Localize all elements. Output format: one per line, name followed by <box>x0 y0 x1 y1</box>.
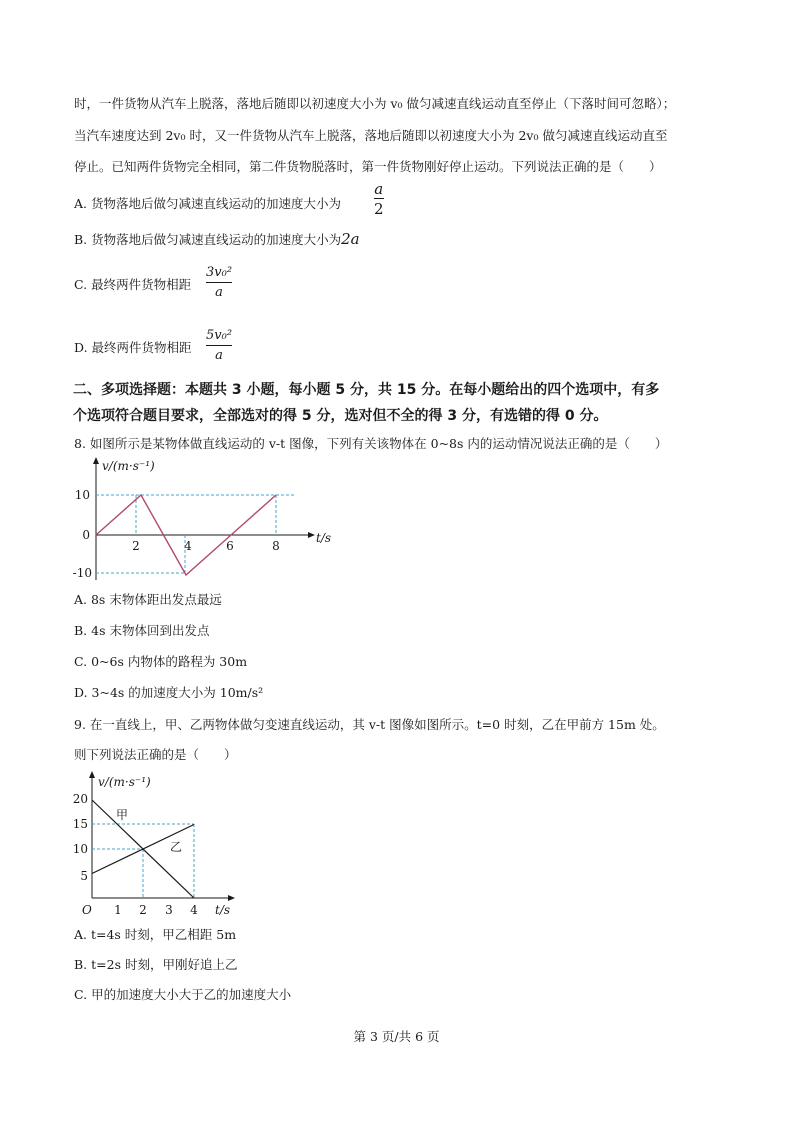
fraction-numerator: 3v₀² <box>206 265 233 280</box>
q8-xtick-4: 4 <box>184 539 192 553</box>
q8-guide-lines <box>96 495 296 573</box>
q8-xtick-2: 2 <box>132 539 140 553</box>
q8-ytick-10: 10 <box>74 488 90 502</box>
q7-option-d-fraction <box>206 328 232 364</box>
q8-option-d: D. 3~4s 的加速度大小为 10m/s² <box>74 685 264 700</box>
fraction-bar <box>374 198 384 199</box>
q8-y-axis-arrow <box>93 457 99 464</box>
q8-option-c: C. 0~6s 内物体的路程为 30m <box>74 654 248 669</box>
q9-xlabel: t/s <box>215 903 231 917</box>
q7-option-a-fraction <box>374 181 384 217</box>
q8-stem: 8. 如图所示是某物体做直线运动的 v-t 图像，下列有关该物体在 0~8s 内的运动情况说法正确的是（ ） <box>74 436 668 451</box>
q9-xtick-3: 3 <box>165 903 173 917</box>
q9-ytick-10: 10 <box>72 842 88 856</box>
q7-option-a: A. 货物落地后做匀减速直线运动的加速度大小为 <box>74 196 341 211</box>
q9-ytick-5: 5 <box>80 869 88 883</box>
q9-stem-line2: 则下列说法正确的是（ ） <box>74 747 237 762</box>
q8-xtick-8: 8 <box>272 539 280 553</box>
q9-option-c: C. 甲的加速度大小大于乙的加速度大小 <box>74 987 292 1002</box>
q9-ytick-20: 20 <box>72 792 88 806</box>
q8-ytick-neg10: -10 <box>72 566 92 580</box>
q9-xtick-2: 2 <box>139 903 147 917</box>
q7-option-b-value: 2a <box>341 230 360 248</box>
q7-stem-line1: 时，一件货物从汽车上脱落，落地后随即以初速度大小为 v₀ 做匀减速直线运动直至停止（下落时间可忽略）； <box>74 96 676 111</box>
q7-stem-line2: 当汽车速度达到 2v₀ 时，又一件货物从汽车上脱落，落地后随即以初速度大小为 2v₀ 做匀减速直线运动直至 <box>74 128 668 143</box>
q9-xtick-4: 4 <box>190 903 198 917</box>
fraction-numerator: 5v₀² <box>206 328 233 343</box>
fraction-denominator: 2 <box>374 200 384 218</box>
q9-option-b: B. t=2s 时刻，甲刚好追上乙 <box>74 957 238 972</box>
fraction-bar <box>206 282 232 283</box>
q9-label-yi: 乙 <box>170 840 183 854</box>
q8-ylabel: v/(m·s⁻¹) <box>102 459 155 473</box>
q7-option-b: B. 货物落地后做匀减速直线运动的加速度大小为2a <box>74 230 360 248</box>
q7-option-c: C. 最终两件货物相距 <box>74 277 192 292</box>
q9-guide-lines <box>92 824 194 898</box>
fraction-denominator: a <box>215 348 223 363</box>
q9-vt-graph <box>70 768 270 920</box>
q7-option-c-fraction <box>206 265 232 301</box>
q7-option-d: D. 最终两件货物相距 <box>74 340 192 355</box>
q7-stem-line3: 停止。已知两件货物完全相同，第二件货物脱落时，第一件货物刚好停止运动。下列说法正确的是（ ） <box>74 159 662 174</box>
q8-option-b: B. 4s 末物体回到出发点 <box>74 623 210 638</box>
section-2-heading-line2: 个选项符合题目要求，全部选对的得 5 分，选对但不全的得 3 分，有选错的得 0 分。 <box>73 408 608 424</box>
q8-option-a: A. 8s 末物体距出发点最远 <box>74 592 222 607</box>
q9-ytick-15: 15 <box>72 817 88 831</box>
q8-ytick-0: 0 <box>82 528 90 542</box>
q9-ylabel: v/(m·s⁻¹) <box>98 775 151 789</box>
q9-xtick-1: 1 <box>114 903 122 917</box>
q9-origin-label: O <box>82 903 92 917</box>
q8-xtick-6: 6 <box>226 539 234 553</box>
q8-xlabel: t/s <box>316 531 332 545</box>
q9-label-jia: 甲 <box>116 808 129 822</box>
page-footer: 第 3 页/共 6 页 <box>353 1029 440 1044</box>
q9-y-axis-arrow <box>89 771 95 778</box>
q8-vt-graph <box>70 452 340 586</box>
fraction-denominator: a <box>215 285 223 300</box>
section-2-heading-line1: 二、多项选择题：本题共 3 小题，每小题 5 分，共 15 分。在每小题给出的四个选项中，有多 <box>73 382 660 398</box>
q9-x-axis-arrow <box>228 895 235 901</box>
fraction-bar <box>206 345 232 346</box>
q9-option-a: A. t=4s 时刻，甲乙相距 5m <box>74 927 237 942</box>
q9-stem-line1: 9. 在一直线上，甲、乙两物体做匀变速直线运动，其 v-t 图像如图所示。t=0 时刻，乙在甲前方 15m 处。 <box>74 717 665 732</box>
q8-x-axis-arrow <box>308 532 315 538</box>
fraction-numerator: a <box>374 180 384 198</box>
